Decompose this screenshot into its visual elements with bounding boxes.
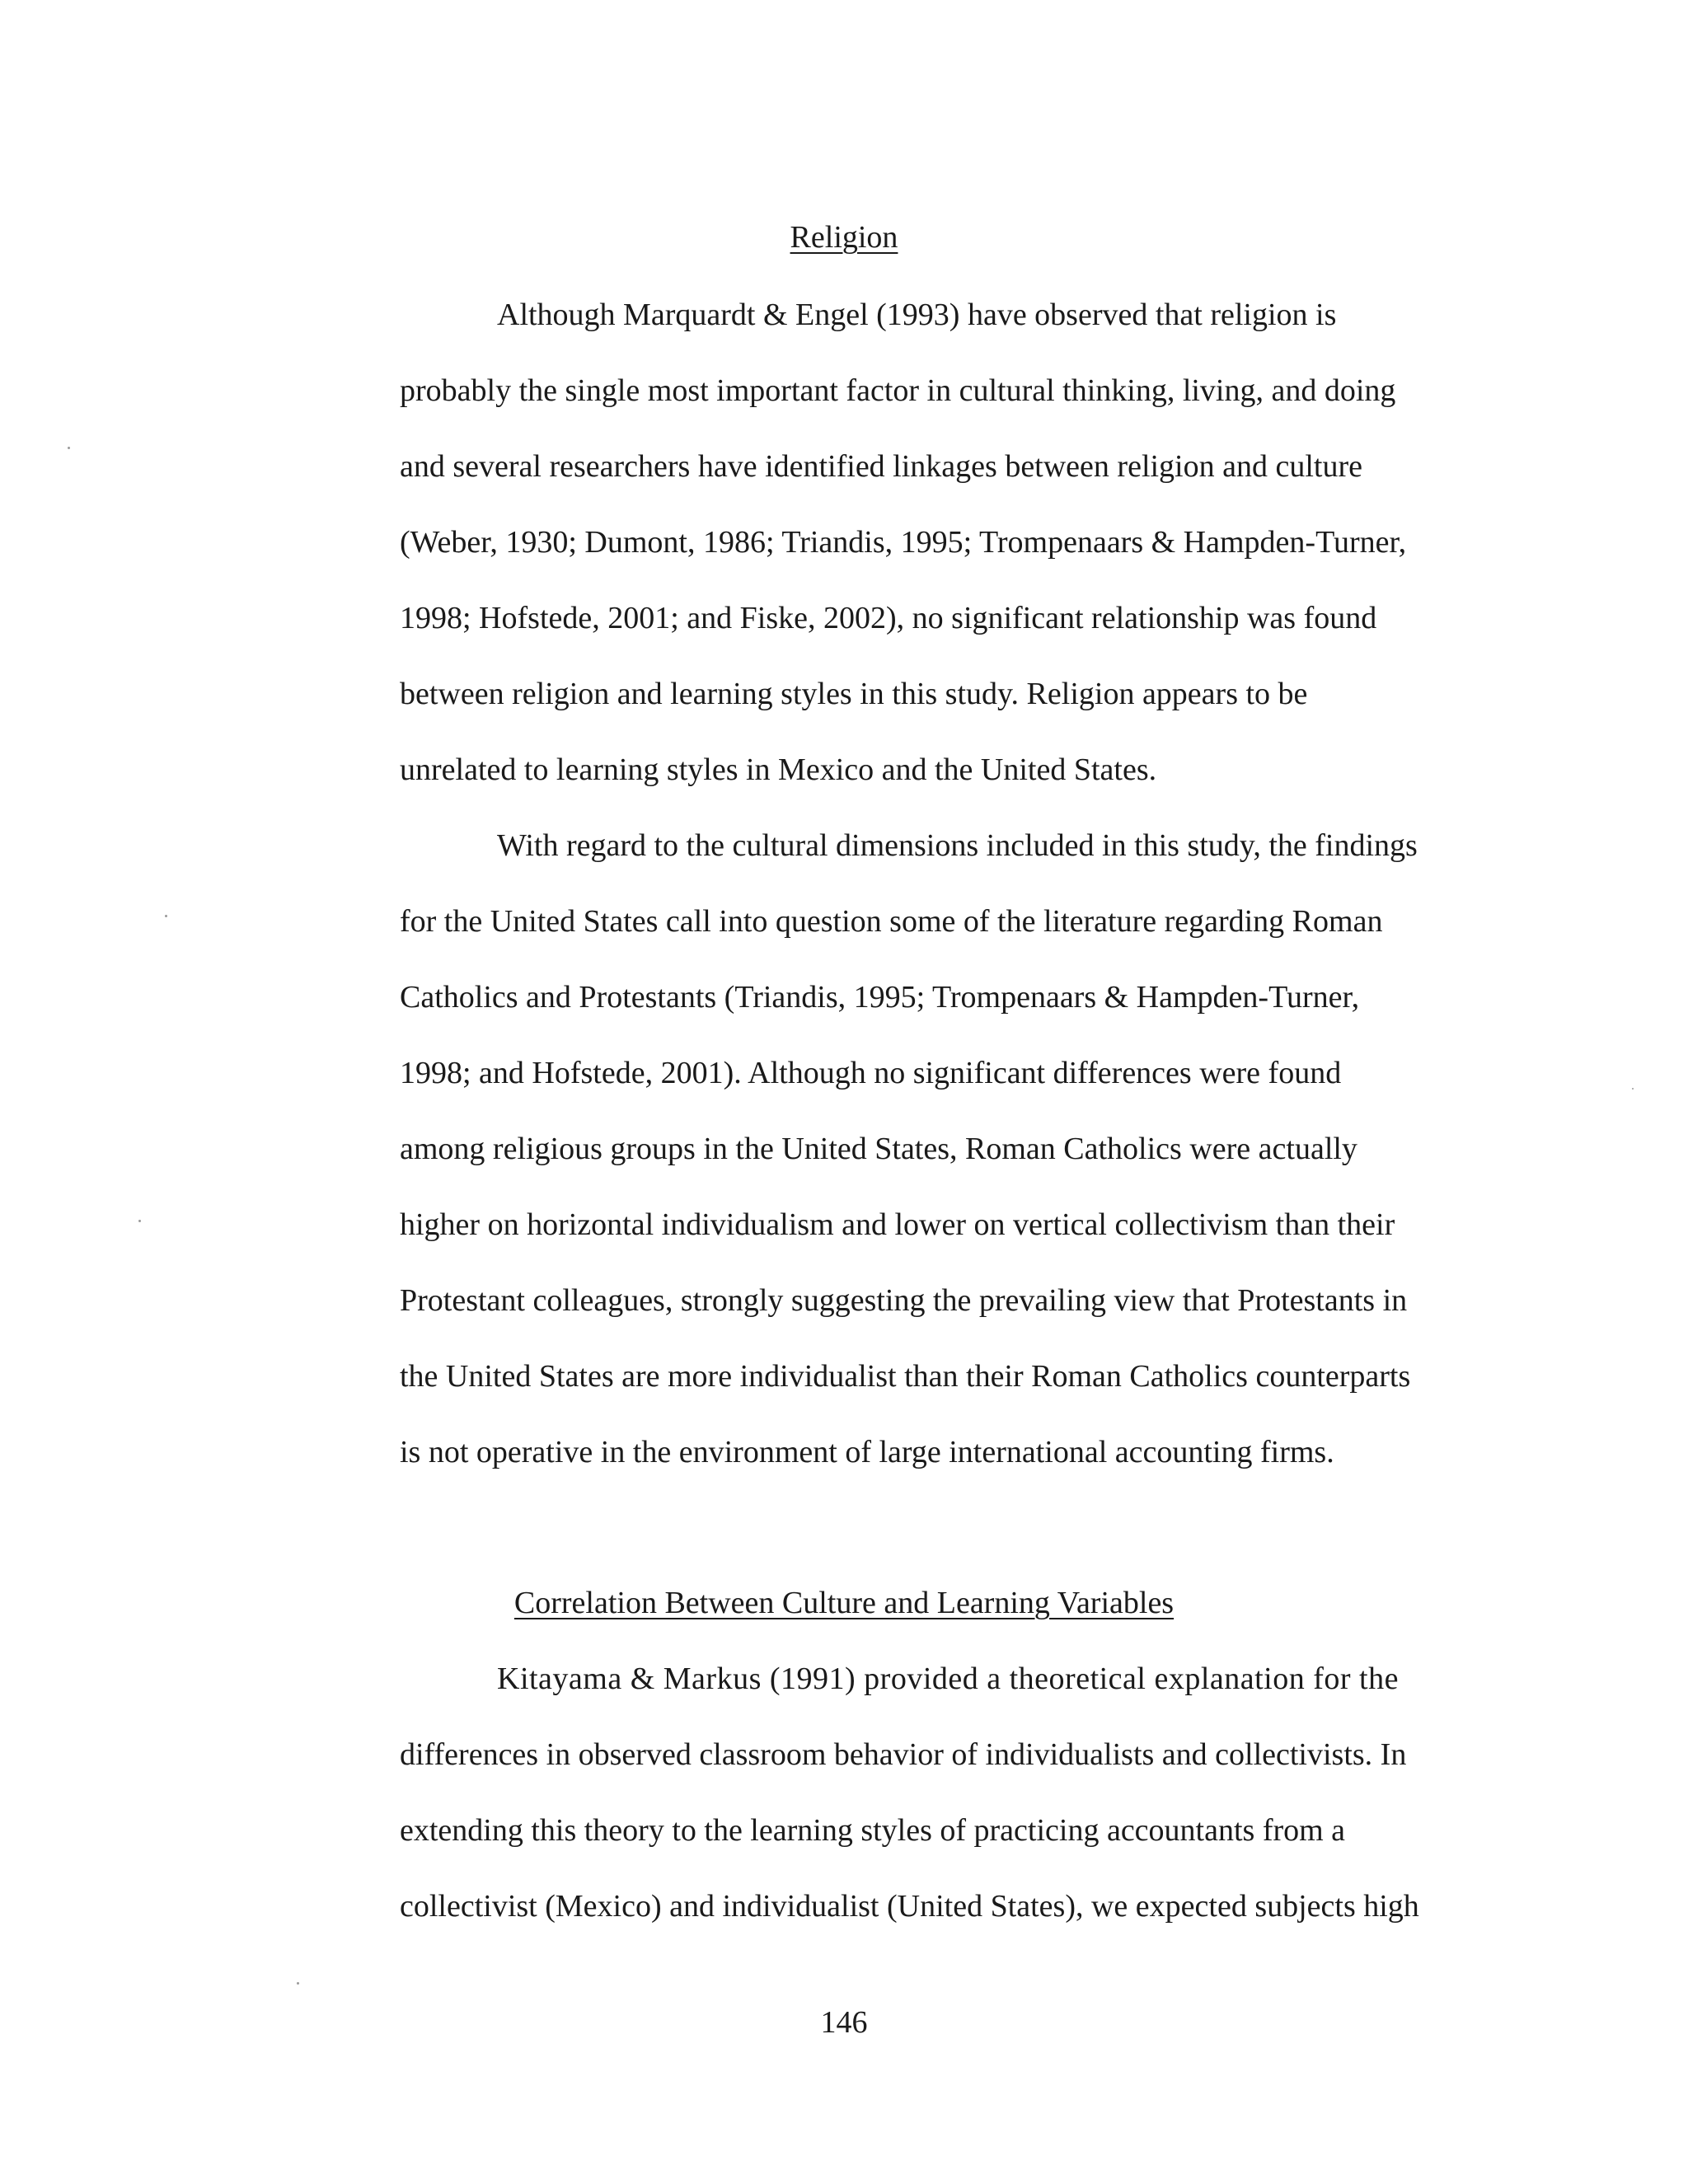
scan-speck <box>297 1982 299 1985</box>
text-line: 1998; Hofstede, 2001; and Fiske, 2002), no significant relationship was found <box>400 601 1377 635</box>
text-line: between religion and learning styles in this study. Religion appears to be <box>400 677 1308 711</box>
text-line: Although Marquardt & Engel (1993) have observed that religion is <box>497 298 1337 332</box>
text-line: extending this theory to the learning styles of practicing accountants from a <box>400 1813 1346 1848</box>
page-number: 146 <box>820 2005 868 2040</box>
text-line: differences in observed classroom behavior of individualists and collectivists. In <box>400 1737 1407 1772</box>
text-line: and several researchers have identified linkages between religion and culture <box>400 449 1362 484</box>
text-line: for the United States call into question some of the literature regarding Roman <box>400 904 1383 939</box>
text-line: the United States are more individualist than their Roman Catholics counterparts <box>400 1359 1411 1394</box>
text-line: Catholics and Protestants (Triandis, 1995; Trompenaars & Hampden-Turner, <box>400 980 1360 1015</box>
text-line: With regard to the cultural dimensions included in this study, the findings <box>497 828 1418 863</box>
scan-speck <box>165 915 167 917</box>
text-line: collectivist (Mexico) and individualist (United States), we expected subjects high <box>400 1889 1419 1924</box>
scan-speck <box>138 1220 141 1222</box>
text-line: higher on horizontal individualism and lower on vertical collectivism than their <box>400 1207 1395 1242</box>
text-line: Protestant colleagues, strongly suggesting the prevailing view that Protestants in <box>400 1283 1408 1318</box>
text-line: probably the single most important factor in cultural thinking, living, and doing <box>400 373 1396 408</box>
text-line: among religious groups in the United States, Roman Catholics were actually <box>400 1132 1357 1166</box>
text-line: is not operative in the environment of large international accounting firms. <box>400 1435 1334 1469</box>
text-line: (Weber, 1930; Dumont, 1986; Triandis, 1995; Trompenaars & Hampden-Turner, <box>400 525 1407 560</box>
scan-speck <box>1632 1088 1634 1090</box>
text-line: unrelated to learning styles in Mexico and the United States. <box>400 752 1157 787</box>
text-line: Kitayama & Markus (1991) provided a theoretical explanation for the <box>497 1661 1399 1696</box>
section-heading-religion: Religion <box>790 220 898 255</box>
scan-speck <box>68 447 70 449</box>
text-line: 1998; and Hofstede, 2001). Although no significant differences were found <box>400 1056 1342 1090</box>
section-heading-correlation: Correlation Between Culture and Learning Variables <box>513 1586 1175 1620</box>
